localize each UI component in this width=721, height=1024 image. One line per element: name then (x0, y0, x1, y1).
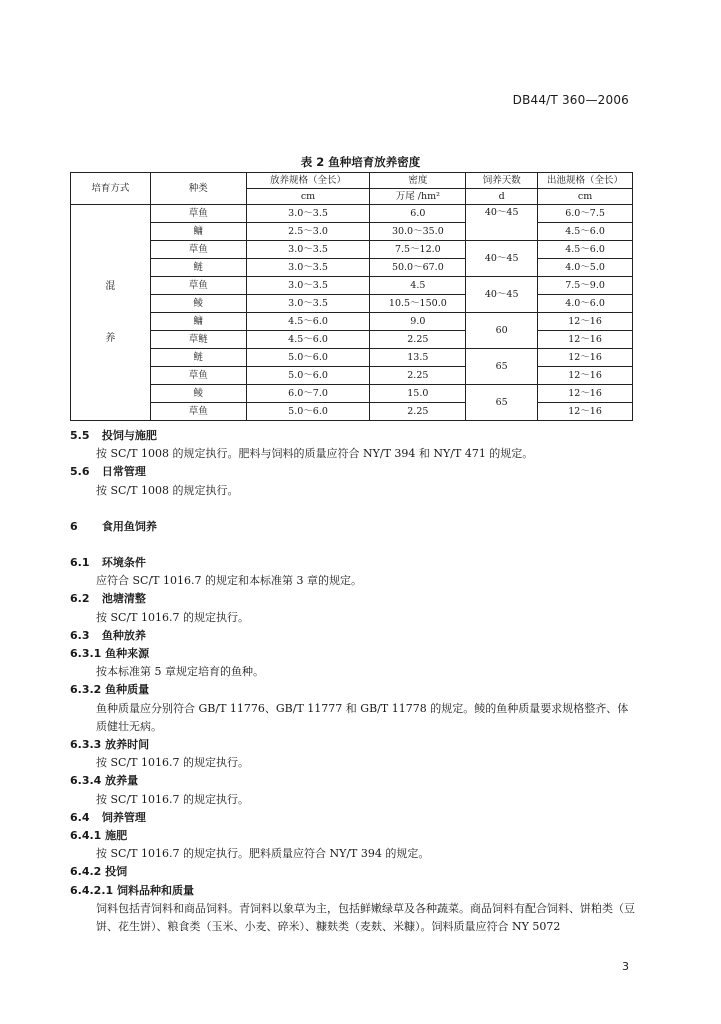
section-gap (70, 500, 635, 518)
table-row (71, 205, 633, 223)
header-size: 放养规格（全长） (246, 173, 370, 189)
table-row (71, 385, 633, 403)
out-size-cell: 12～16 (538, 367, 633, 385)
table-caption: 表 2 鱼种培育放养密度 (300, 155, 421, 169)
table-row (71, 313, 633, 331)
table-row (71, 223, 633, 241)
out-size-cell: 12～16 (538, 349, 633, 367)
out-size-cell: 4.5～6.0 (538, 223, 633, 241)
section-heading (70, 554, 635, 572)
days-cell: 40～45 (466, 205, 538, 241)
section-number: 6.4.1 (70, 829, 102, 843)
section-title: 鱼种质量 (105, 683, 150, 697)
species-cell: 草鱼 (150, 205, 246, 223)
density-cell: 7.5～12.0 (370, 241, 466, 259)
paragraph: 按本标准第 5 章规定培育的鱼种。 (96, 665, 264, 679)
species-cell: 草鱼 (150, 241, 246, 259)
size-cell: 2.5～3.0 (246, 223, 370, 241)
section-heading (70, 645, 635, 663)
section-heading (70, 827, 635, 845)
table-body (71, 205, 633, 421)
document-code: DB44/T 360—2006 (512, 93, 629, 107)
section-heading (70, 427, 635, 445)
section-number: 5.5 (70, 429, 90, 442)
density-cell: 2.25 (370, 331, 466, 349)
section-title: 投饲与施肥 (101, 429, 157, 442)
paragraph: 应符合 SC/T 1016.7 的规定和本标准第 3 章的规定。 (96, 574, 362, 588)
section-heading (70, 627, 635, 645)
section-title: 池塘清整 (101, 592, 146, 606)
section-number: 6.3 (70, 628, 90, 642)
table-row (71, 295, 633, 313)
section-title: 环境条件 (101, 556, 146, 570)
table-row (71, 259, 633, 277)
header-size-unit: cm (246, 189, 370, 205)
section-heading (70, 518, 635, 536)
paragraph: 按 SC/T 1016.7 的规定执行。 (96, 610, 249, 624)
section-title: 食用鱼饲养 (101, 519, 157, 533)
density-cell: 6.0 (370, 205, 466, 223)
mode-label-1: 混 (105, 280, 116, 292)
section-heading (70, 463, 635, 481)
size-cell: 5.0～6.0 (246, 403, 370, 421)
size-cell: 4.5～6.0 (246, 313, 370, 331)
species-cell: 草鱼 (150, 403, 246, 421)
table-row (71, 241, 633, 259)
paragraph: 饲料包括青饲料和商品饲料。青饲料以象草为主，包括鲜嫩绿草及各种蔬菜。商品饲料有配合饲料、饼粕类（豆饼、花生饼）、粮食类（玉米、小麦、碎米）、糠麸类（麦麸、米糠）。饲料质量应符合 NY 5072 (96, 901, 635, 934)
paragraph: 鱼种质量应分别符合 GB/T 11776、GB/T 11777 和 GB/T 11778 的规定。鲮的鱼种质量要求规格整齐、体质健壮无病。 (96, 701, 629, 733)
density-cell: 50.0～67.0 (370, 259, 466, 277)
density-cell: 4.5 (370, 277, 466, 295)
table-row (71, 367, 633, 385)
out-size-cell: 4.0～6.0 (538, 295, 633, 313)
section-heading (70, 863, 635, 881)
density-cell: 13.5 (370, 349, 466, 367)
out-size-cell: 12～16 (538, 403, 633, 421)
table-row (71, 331, 633, 349)
header-mode: 培育方式 (71, 173, 151, 205)
mode-cell (71, 205, 151, 421)
species-cell: 鲮 (150, 295, 246, 313)
section-heading (70, 736, 635, 754)
section-title: 日常管理 (101, 465, 146, 479)
section-heading (70, 809, 635, 827)
size-cell: 3.0～3.5 (246, 259, 370, 277)
size-cell: 3.0～3.5 (246, 295, 370, 313)
section-title: 放养量 (105, 774, 139, 788)
out-size-cell: 6.0～7.5 (538, 205, 633, 223)
density-cell: 2.25 (370, 403, 466, 421)
section-title: 鱼种放养 (101, 628, 146, 642)
table-row (71, 403, 633, 421)
header-species: 种类 (150, 173, 246, 205)
section-title: 饲养管理 (101, 810, 146, 824)
size-cell: 3.0～3.5 (246, 205, 370, 223)
section-title: 放养时间 (105, 738, 150, 752)
days-cell: 40～45 (466, 241, 538, 277)
section-number: 6.3.2 (70, 683, 102, 697)
section-number: 6.2 (70, 592, 90, 606)
section-number: 6.3.1 (70, 647, 102, 661)
size-cell: 3.0～3.5 (246, 241, 370, 259)
table-row (71, 349, 633, 367)
table-header-row (71, 173, 633, 189)
header-out-size: 出池规格（全长） (538, 173, 633, 189)
mode-label-2: 养 (105, 332, 116, 344)
section-number: 6.3.4 (70, 774, 102, 788)
section-heading (70, 590, 635, 608)
species-cell: 鲢 (150, 349, 246, 367)
density-cell: 9.0 (370, 313, 466, 331)
out-size-cell: 12～16 (538, 313, 633, 331)
section-title: 鱼种来源 (105, 647, 150, 661)
species-cell: 草鱼 (150, 367, 246, 385)
section-number: 6.3.3 (70, 738, 102, 752)
density-cell: 2.25 (370, 367, 466, 385)
species-cell: 草鲢 (150, 331, 246, 349)
size-cell: 5.0～6.0 (246, 367, 370, 385)
density-cell: 15.0 (370, 385, 466, 403)
out-size-cell: 12～16 (538, 331, 633, 349)
section-title: 施肥 (105, 829, 128, 843)
days-cell: 60 (466, 313, 538, 349)
section-number: 5.6 (70, 465, 90, 479)
species-cell: 鲮 (150, 385, 246, 403)
size-cell: 6.0～7.0 (246, 385, 370, 403)
header-density-unit: 万尾 /hm² (370, 189, 466, 205)
section-heading (70, 681, 635, 699)
paragraph: 按 SC/T 1016.7 的规定执行。肥料质量应符合 NY/T 394 的规定。 (96, 847, 430, 861)
size-cell: 5.0～6.0 (246, 349, 370, 367)
paragraph: 按 SC/T 1016.7 的规定执行。 (96, 756, 249, 770)
header-out-unit: cm (538, 189, 633, 205)
section-number: 6.1 (70, 556, 90, 570)
out-size-cell: 7.5～9.0 (538, 277, 633, 295)
header-days-unit: d (466, 189, 538, 205)
out-size-cell: 4.5～6.0 (538, 241, 633, 259)
species-cell: 鳙 (150, 223, 246, 241)
body-text (70, 427, 635, 936)
paragraph: 按 SC/T 1016.7 的规定执行。 (96, 792, 249, 806)
stocking-density-table (70, 172, 633, 421)
section-number: 6.4 (70, 810, 90, 824)
page-number: 3 (622, 960, 629, 973)
paragraph: 按 SC/T 1008 的规定执行。肥料与饲料的质量应符合 NY/T 394 和 NY/T 471 的规定。 (96, 447, 534, 461)
density-cell: 10.5～150.0 (370, 295, 466, 313)
size-cell: 3.0～3.5 (246, 277, 370, 295)
section-heading (70, 772, 635, 790)
days-cell: 65 (466, 385, 538, 421)
section-title: 饲料品种和质量 (117, 883, 194, 897)
section-title: 投饲 (105, 865, 128, 879)
days-cell: 40～45 (466, 277, 538, 313)
section-number: 6 (70, 519, 78, 533)
density-cell: 30.0～35.0 (370, 223, 466, 241)
header-density: 密度 (370, 173, 466, 189)
header-days: 饲养天数 (466, 173, 538, 189)
size-cell: 4.5～6.0 (246, 331, 370, 349)
species-cell: 鲢 (150, 259, 246, 277)
species-cell: 鳙 (150, 313, 246, 331)
section-gap (70, 536, 635, 554)
out-size-cell: 12～16 (538, 385, 633, 403)
section-heading (70, 882, 635, 900)
table-row (71, 277, 633, 295)
out-size-cell: 4.0～5.0 (538, 259, 633, 277)
paragraph: 按 SC/T 1008 的规定执行。 (96, 483, 239, 497)
species-cell: 草鱼 (150, 277, 246, 295)
section-number: 6.4.2.1 (70, 883, 114, 897)
days-cell: 65 (466, 349, 538, 385)
section-number: 6.4.2 (70, 865, 102, 879)
